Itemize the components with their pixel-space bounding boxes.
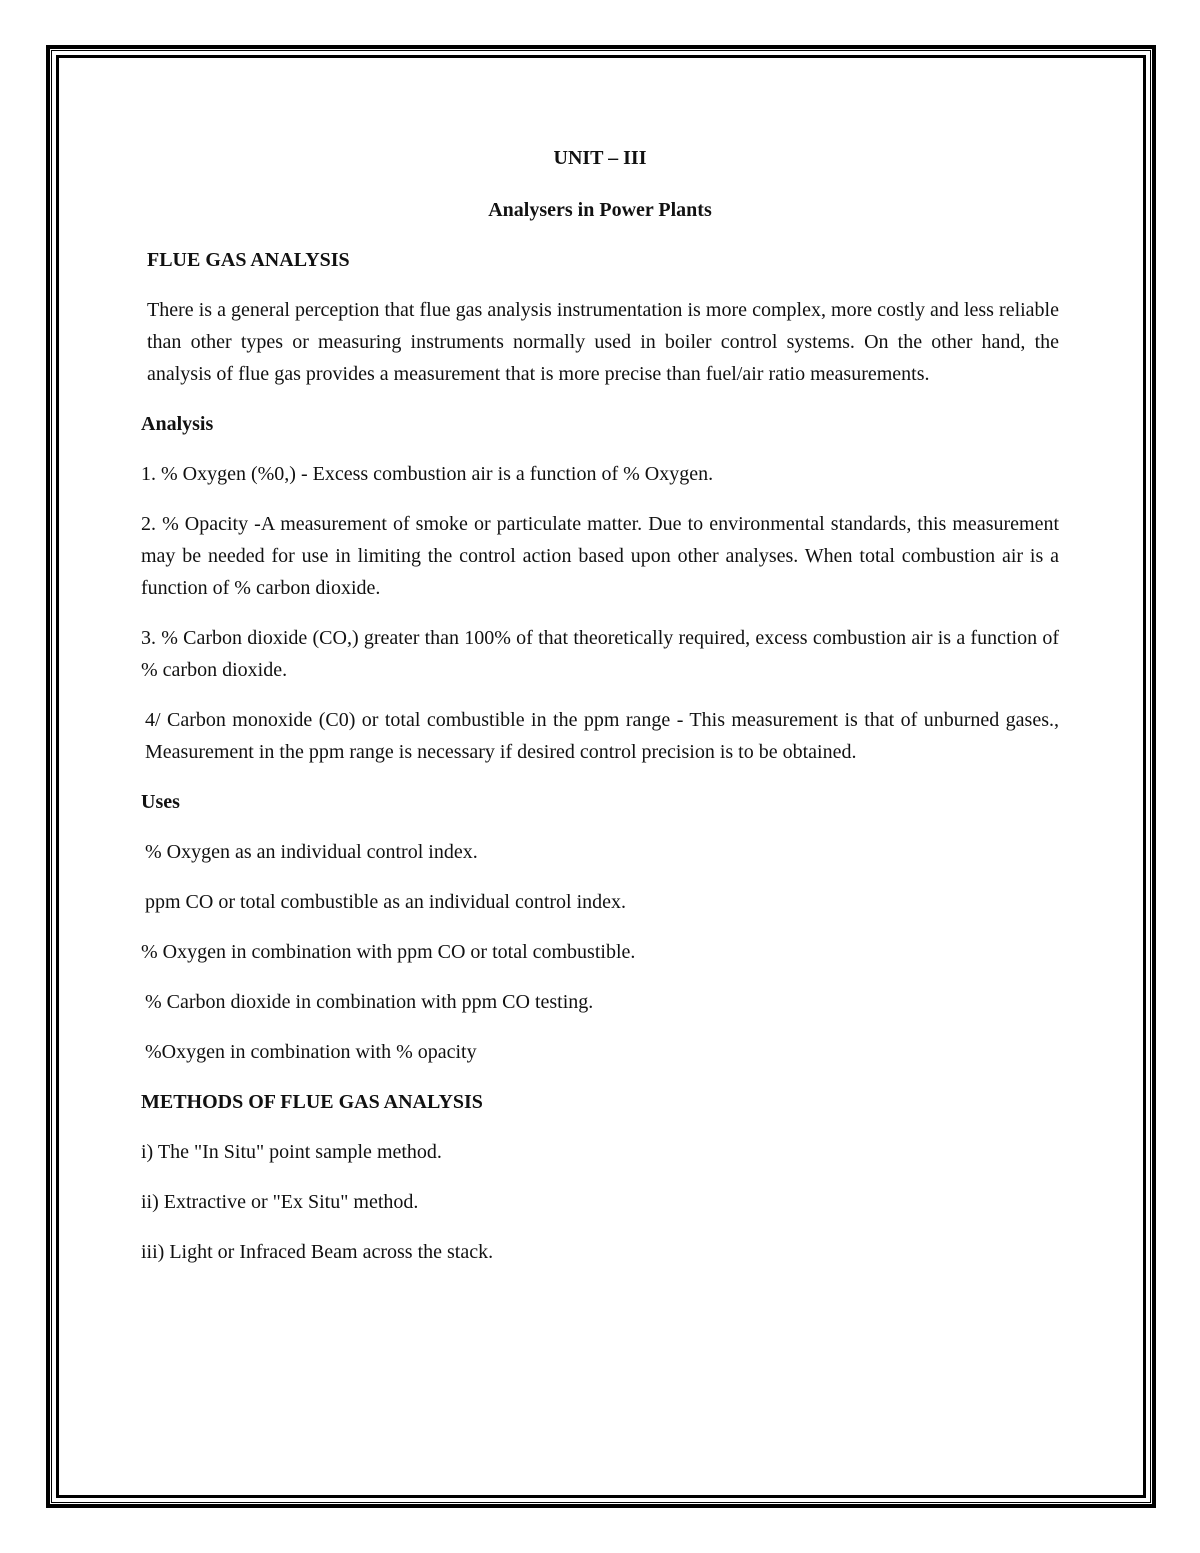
use-item-5: %Oxygen in combination with % opacity	[145, 1041, 477, 1063]
use-item-3: % Oxygen in combination with ppm CO or total combustible.	[141, 941, 636, 963]
methods-heading: METHODS OF FLUE GAS ANALYSIS	[141, 1091, 483, 1113]
unit-heading: UNIT – III	[553, 147, 647, 169]
section-heading-flue-gas: FLUE GAS ANALYSIS	[147, 249, 350, 271]
uses-heading: Uses	[141, 791, 180, 813]
analysis-item-3: 3. % Carbon dioxide (CO,) greater than 100% of that theoretically required, excess combustion air is a function of % carbon dioxide.	[141, 627, 1059, 681]
analysis-item-1: 1. % Oxygen (%0,) - Excess combustion air is a function of % Oxygen.	[141, 463, 714, 485]
use-item-4: % Carbon dioxide in combination with ppm CO testing.	[145, 991, 594, 1013]
method-item-1: i) The "In Situ" point sample method.	[141, 1141, 442, 1163]
intro-paragraph: There is a general perception that flue gas analysis instrumentation is more complex, more costly and less reliable than other types or measuring instruments normally used in boiler control systems. On the other hand, the analysis of flue gas provides a measurement that is more precise than fuel/air ratio measurements.	[147, 299, 1059, 385]
analysis-heading: Analysis	[141, 413, 214, 435]
document-title: Analysers in Power Plants	[488, 199, 712, 221]
document-body	[141, 140, 1059, 1268]
method-item-3: iii) Light or Infraced Beam across the stack.	[141, 1241, 494, 1263]
use-item-2: ppm CO or total combustible as an individual control index.	[145, 891, 627, 913]
analysis-item-4: 4/ Carbon monoxide (C0) or total combustible in the ppm range - This measurement is that of unburned gases., Measurement in the ppm range is necessary if desired control precision is to be obtained.	[145, 709, 1059, 763]
method-item-2: ii) Extractive or "Ex Situ" method.	[141, 1191, 419, 1213]
analysis-item-2: 2. % Opacity -A measurement of smoke or particulate matter. Due to environmental standards, this measurement may be needed for use in limiting the control action based upon other analyses. When total combustion air is a function of % carbon dioxide.	[141, 513, 1059, 599]
use-item-1: % Oxygen as an individual control index.	[145, 841, 478, 863]
